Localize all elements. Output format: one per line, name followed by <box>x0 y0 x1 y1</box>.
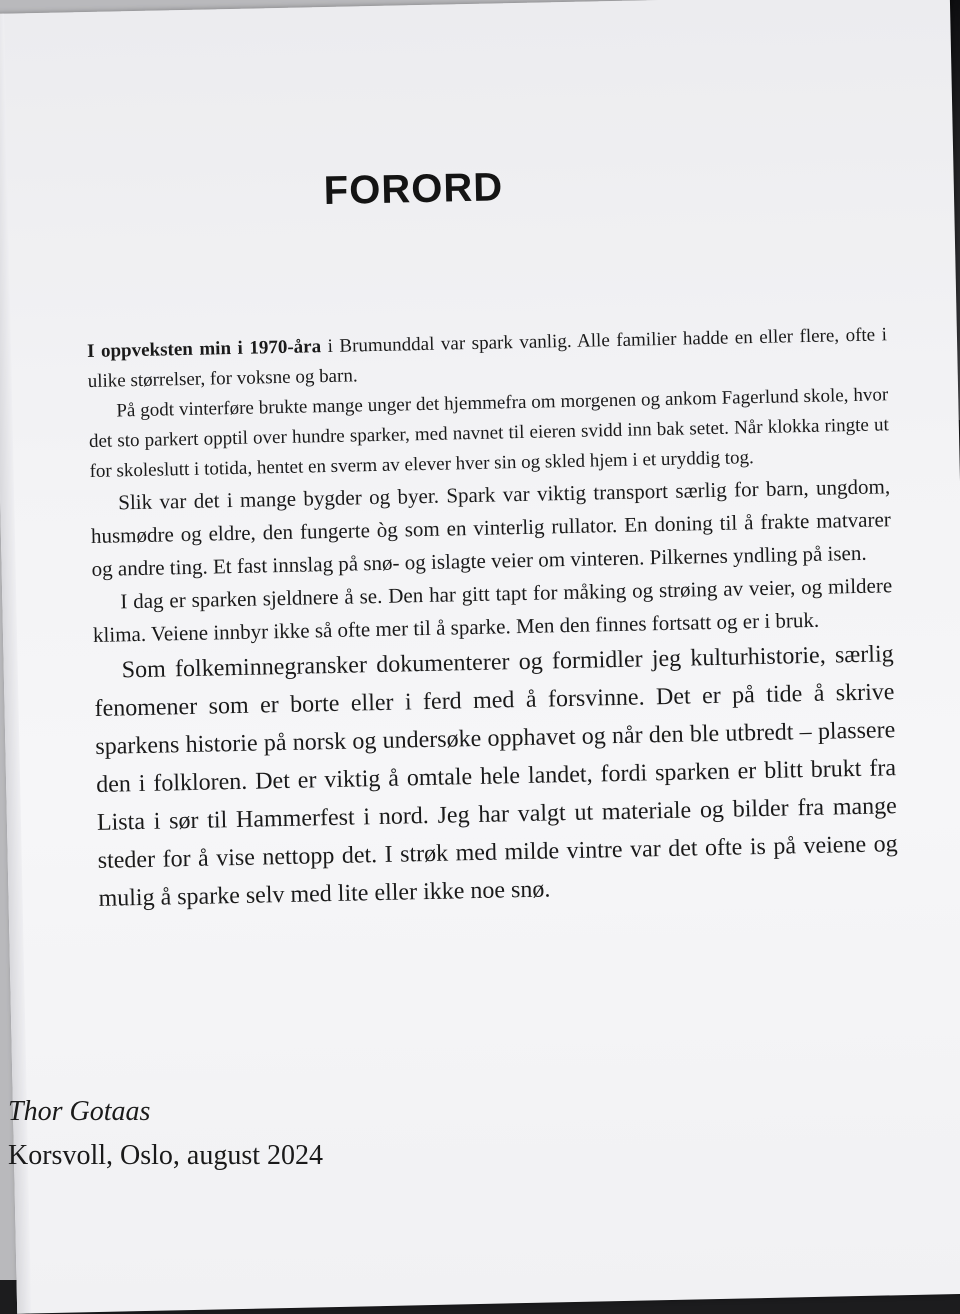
author-name: Thor Gotaas <box>8 1096 151 1127</box>
paragraph-1-lead: I oppveksten min i 1970-åra <box>86 336 322 363</box>
foreword-body <box>87 320 899 918</box>
page-title: FORORD <box>323 165 504 214</box>
place-date: Korsvoll, Oslo, august 2024 <box>8 1140 323 1171</box>
paragraph-5: Som folkeminnegransker dokumenterer og formidler jeg kulturhistorie, særlig fenomener som er borte eller i ferd med å forsvinne. Det er på tide å skrive sparkens historie på norsk og undersøke opphavet og når den ble utbredt – plassere den i folkloren. Det er viktig å omtale hele landet, fordi sparken er blitt brukt fra Lista i sør til Hammerfest i nord. Jeg har valgt ut materiale og bilder fra mange steder for å vise nettopp det. I strøk med milde vintre var det ofte is på veiene og mulig å sparke selv med lite eller ikke noe snø. <box>94 641 898 912</box>
paragraph-4: I dag er sparken sjeldnere å se. Den har gitt tapt for måking og strøing av veier, og mildere klima. Veiene innbyr ikke så ofte mer til å sparke. Men den finnes fortsatt og er i bruk. <box>92 573 893 647</box>
signature-block <box>8 1090 323 1178</box>
paragraph-2: På godt vinterføre brukte mange unger det hjemmefra om morgenen og ankom Fagerlund skole, hvor det sto parkert opptil over hundre sparker, med navnet til eieren svidd inn bak setet. Når klokka ringte ut for skoleslutt i totida, hentet en sverm av elever hver sin og skled hjem i et uryddig tog. <box>88 384 890 483</box>
paragraph-3: Slik var det i mange bygder og byer. Spark var viktig transport særlig for barn, ungdom, husmødre og eldre, den fungerte òg som en vinterlig rullator. En doning til å frakte matvarer og andre ting. Et fast innslag på snø- og islagte veier om vinteren. Pilkernes yndling på isen. <box>90 474 892 581</box>
paragraph-1-text: i Brumunddal var spark vanlig. Alle familier hadde en eller flere, ofte i ulike størrelser, for voksne og barn. <box>87 324 888 393</box>
